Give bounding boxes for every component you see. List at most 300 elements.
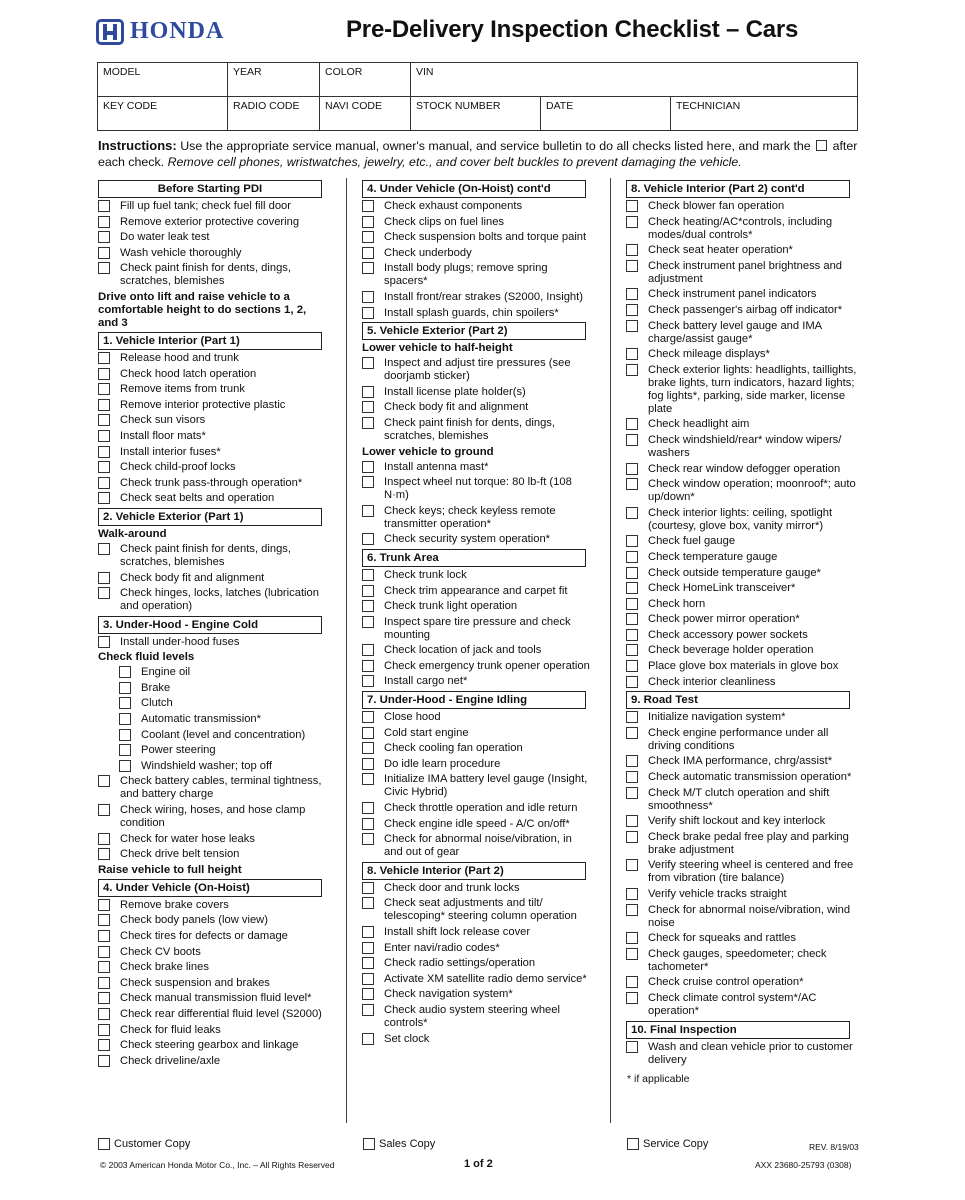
checkbox[interactable] (98, 231, 110, 243)
checkbox[interactable] (362, 476, 374, 488)
checkbox[interactable] (98, 352, 110, 364)
checkbox[interactable] (626, 676, 638, 688)
checkbox[interactable] (98, 946, 110, 958)
checkbox[interactable] (626, 932, 638, 944)
checklist-item[interactable] (97, 775, 329, 801)
checkbox[interactable] (119, 760, 131, 772)
checkbox[interactable] (362, 569, 374, 581)
checklist-item[interactable] (361, 569, 593, 582)
checklist-item[interactable] (625, 1041, 857, 1067)
checkbox[interactable] (362, 247, 374, 259)
checklist-item-label: Check paint finish for dents, dings, scratches, blemishes (384, 416, 556, 442)
checklist-item[interactable] (361, 200, 593, 213)
checklist-item[interactable] (361, 262, 593, 288)
checkbox[interactable] (626, 629, 638, 641)
checklist-item[interactable] (97, 1055, 329, 1068)
checklist-item[interactable] (361, 616, 593, 642)
checklist-item-label: Install interior fuses* (120, 445, 221, 458)
checklist-item-label: Coolant (level and concentration) (141, 728, 306, 741)
checklist-item-label: Check clips on fuel lines (384, 215, 505, 228)
checklist-item[interactable] (625, 216, 857, 242)
checkbox[interactable] (98, 247, 110, 259)
checklist-item[interactable] (361, 505, 593, 531)
checkbox[interactable] (626, 260, 638, 272)
checkbox[interactable] (362, 262, 374, 274)
field-year[interactable]: YEAR (228, 63, 320, 97)
checklist-item-label: Check battery cables, terminal tightness, and battery charge (120, 775, 322, 801)
checklist-item-label: Place glove box materials in glove box (648, 660, 839, 673)
checkbox[interactable] (362, 742, 374, 754)
checklist-item[interactable] (361, 833, 593, 859)
checklist-item-label: Check seat belts and operation (120, 492, 275, 505)
checklist-item[interactable] (625, 932, 857, 945)
section-heading: 2. Vehicle Exterior (Part 1) (98, 508, 322, 526)
checklist-item-label: Install license plate holder(s) (384, 385, 526, 398)
checklist-item[interactable] (97, 200, 329, 213)
checkbox[interactable] (98, 899, 110, 911)
checkbox[interactable] (626, 771, 638, 783)
checkbox[interactable] (626, 888, 638, 900)
checklist-item[interactable] (361, 401, 593, 414)
checklist-item[interactable] (97, 930, 329, 943)
checkbox[interactable] (626, 507, 638, 519)
checklist-item[interactable] (625, 644, 857, 657)
checklist-item[interactable] (625, 260, 857, 286)
checkbox[interactable] (362, 1033, 374, 1045)
checklist-item-label: Check for fluid leaks (120, 1023, 221, 1036)
checkbox[interactable] (362, 1004, 374, 1016)
checkbox[interactable] (362, 942, 374, 954)
checkbox[interactable] (98, 636, 110, 648)
checkbox[interactable] (362, 727, 374, 739)
checklist-item[interactable] (625, 463, 857, 476)
checkbox[interactable] (362, 818, 374, 830)
checkbox[interactable] (98, 848, 110, 860)
checklist-item[interactable] (97, 848, 329, 861)
copy-option[interactable] (97, 1138, 190, 1150)
checkbox[interactable] (362, 600, 374, 612)
checkbox[interactable] (98, 461, 110, 473)
checkbox[interactable] (626, 304, 638, 316)
checklist-item-label: Check trunk pass-through operation* (120, 476, 303, 489)
checkbox[interactable] (626, 418, 638, 430)
checklist-item-label: Check suspension bolts and torque paint (384, 231, 587, 244)
checklist-item[interactable] (97, 430, 329, 443)
checklist-item[interactable] (361, 476, 593, 502)
checkbox[interactable] (626, 535, 638, 547)
checkbox[interactable] (362, 357, 374, 369)
checklist-item-label: Check temperature gauge (648, 550, 778, 563)
checkbox[interactable] (362, 307, 374, 319)
checklist-item[interactable] (625, 660, 857, 673)
checkbox[interactable] (98, 368, 110, 380)
checklist-item[interactable] (97, 1024, 329, 1037)
checkbox[interactable] (98, 1055, 110, 1067)
checklist-item[interactable] (625, 200, 857, 213)
field-radio-code[interactable]: RADIO CODE (228, 97, 320, 131)
checkbox[interactable] (362, 926, 374, 938)
checklist-item-label: Install shift lock release cover (384, 926, 531, 938)
checklist-item[interactable] (97, 587, 329, 613)
checkbox[interactable] (626, 288, 638, 300)
instructions-text-3: Remove cell phones, wristwatches, jewelry, etc., and cover belt buckles to prevent damaging the vehicle. (167, 155, 742, 169)
copy-label: Service Copy (643, 1138, 709, 1150)
checkbox[interactable] (98, 961, 110, 973)
checkbox[interactable] (362, 644, 374, 656)
checkbox[interactable] (98, 914, 110, 926)
checklist-item[interactable] (625, 771, 857, 784)
checklist-item[interactable] (625, 948, 857, 974)
checklist-item[interactable] (361, 926, 593, 939)
checkbox[interactable] (362, 585, 374, 597)
checkbox[interactable] (98, 492, 110, 504)
checkbox[interactable] (98, 775, 110, 787)
checklist-item-label: Check paint finish for dents, dings, scratches, blemishes (120, 542, 292, 568)
checklist-item[interactable] (625, 348, 857, 361)
checklist-item[interactable] (361, 533, 593, 546)
checkbox[interactable] (362, 882, 374, 894)
checklist-item[interactable] (625, 815, 857, 828)
checklist-item[interactable] (625, 598, 857, 611)
checklist-item[interactable] (625, 434, 857, 460)
checkbox[interactable] (362, 897, 374, 909)
checklist-item[interactable] (361, 802, 593, 815)
checkbox[interactable] (626, 200, 638, 212)
checklist-item[interactable] (97, 446, 329, 459)
checklist-item[interactable] (625, 304, 857, 317)
checkbox[interactable] (626, 755, 638, 767)
checkbox[interactable] (626, 216, 638, 228)
checklist-item[interactable] (625, 288, 857, 301)
checklist-item[interactable] (625, 582, 857, 595)
field-vin[interactable]: VIN (411, 63, 858, 97)
checklist-item[interactable] (625, 320, 857, 346)
checkbox[interactable] (626, 815, 638, 827)
checklist-item[interactable] (118, 760, 329, 773)
checkbox[interactable] (98, 930, 110, 942)
section-heading: 9. Road Test (626, 691, 850, 709)
checklist-item[interactable] (625, 567, 857, 580)
checklist-item-label: Verify steering wheel is centered and free from vibration (tire balance) (648, 859, 854, 885)
checklist-item[interactable] (97, 833, 329, 846)
checkbox[interactable] (362, 802, 374, 814)
checkbox[interactable] (626, 904, 638, 916)
section-heading: 8. Vehicle Interior (Part 2) (362, 862, 586, 880)
checkbox[interactable] (98, 833, 110, 845)
checkbox[interactable] (98, 572, 110, 584)
checklist-item[interactable] (361, 600, 593, 613)
checklist-item[interactable] (118, 744, 329, 757)
checklist-item[interactable] (625, 507, 857, 533)
checklist-item[interactable] (625, 787, 857, 813)
checklist-item[interactable] (97, 961, 329, 974)
checkbox[interactable] (362, 417, 374, 429)
checkbox[interactable] (626, 831, 638, 843)
checkbox[interactable] (362, 711, 374, 723)
checkbox[interactable] (98, 477, 110, 489)
checklist-item[interactable] (625, 888, 857, 901)
checklist-item[interactable] (118, 682, 329, 695)
checklist-item[interactable] (625, 859, 857, 885)
checkbox[interactable] (119, 666, 131, 678)
checkbox[interactable] (362, 216, 374, 228)
checkbox[interactable] (98, 446, 110, 458)
field-stock-number[interactable]: STOCK NUMBER (411, 97, 541, 131)
checklist-item-label: Check security system operation* (384, 533, 551, 546)
checklist-item[interactable] (97, 216, 329, 229)
checklist-item[interactable] (625, 831, 857, 857)
checklist-item[interactable] (625, 992, 857, 1018)
checklist-item[interactable] (361, 897, 593, 923)
checkbox[interactable] (119, 682, 131, 694)
checkbox[interactable] (98, 430, 110, 442)
checklist-item-label: Check suspension and brakes (120, 976, 270, 989)
checklist-item[interactable] (97, 231, 329, 244)
checklist-item[interactable] (118, 697, 329, 710)
checkbox[interactable] (362, 660, 374, 672)
checkbox[interactable] (626, 348, 638, 360)
checkbox[interactable] (98, 414, 110, 426)
checklist-item[interactable] (361, 461, 593, 474)
checkbox[interactable] (626, 598, 638, 610)
page-footer (0, 1136, 965, 1176)
checklist-item[interactable] (97, 262, 329, 288)
checkbox[interactable] (119, 729, 131, 741)
checklist-item[interactable] (97, 804, 329, 830)
checkbox[interactable] (626, 244, 638, 256)
checkbox[interactable] (98, 1024, 110, 1036)
checkbox[interactable] (98, 587, 110, 599)
checklist-item[interactable] (361, 742, 593, 755)
checklist-item-label: Check exhaust components (384, 200, 523, 212)
checkbox[interactable] (98, 1138, 110, 1150)
checkbox[interactable] (362, 758, 374, 770)
checklist-item[interactable] (625, 629, 857, 642)
checklist-item[interactable] (361, 727, 593, 740)
checkbox[interactable] (362, 461, 374, 473)
checklist-item[interactable] (97, 247, 329, 260)
checklist-item[interactable] (361, 758, 593, 771)
checkbox[interactable] (362, 773, 374, 785)
checklist-item[interactable] (361, 675, 593, 688)
checkbox[interactable] (362, 401, 374, 413)
checkbox[interactable] (362, 973, 374, 985)
checklist-item-label: Check body fit and alignment (120, 571, 265, 584)
checklist-item[interactable] (361, 417, 593, 443)
footnote: * if applicable (627, 1072, 690, 1085)
section-heading: 4. Under Vehicle (On-Hoist) cont'd (362, 180, 586, 198)
checklist-item[interactable] (97, 914, 329, 927)
checklist-column-2 (361, 179, 593, 1048)
checklist-item[interactable] (361, 711, 593, 724)
checklist-item[interactable] (361, 247, 593, 260)
checklist-item[interactable] (97, 992, 329, 1005)
checkbox[interactable] (98, 992, 110, 1004)
instructions-text-1: Use the appropriate service manual, owner's manual, and service bulletin to do all checks listed here, and mark the (180, 139, 811, 153)
checklist-item-label: Check brake pedal free play and parking brake adjustment (648, 830, 849, 856)
checklist-item-label: Check manual transmission fluid level* (120, 992, 312, 1005)
checklist-item[interactable] (97, 977, 329, 990)
checklist-item[interactable] (97, 492, 329, 505)
checkbox[interactable] (362, 957, 374, 969)
checklist-item-label: Install body plugs; remove spring spacers* (384, 262, 548, 288)
checklist-item[interactable] (97, 352, 329, 365)
checkbox[interactable] (362, 291, 374, 303)
checklist-item[interactable] (361, 973, 593, 986)
checklist-item[interactable] (361, 291, 593, 304)
checklist-item[interactable] (97, 1039, 329, 1052)
checklist-item[interactable] (361, 585, 593, 598)
checkbox[interactable] (119, 713, 131, 725)
checkbox[interactable] (626, 582, 638, 594)
checkbox[interactable] (626, 567, 638, 579)
copy-option[interactable] (626, 1138, 708, 1150)
field-color[interactable]: COLOR (320, 63, 411, 97)
checklist-item[interactable] (97, 368, 329, 381)
section-heading: 5. Vehicle Exterior (Part 2) (362, 322, 586, 340)
checklist-item[interactable] (97, 477, 329, 490)
checklist-item-label: Brake (141, 681, 171, 694)
checklist-item[interactable] (361, 988, 593, 1001)
checkbox[interactable] (627, 1138, 639, 1150)
checkbox[interactable] (98, 262, 110, 274)
checkbox[interactable] (626, 434, 638, 446)
checkbox[interactable] (362, 675, 374, 687)
section-subheading: Lower vehicle to ground (362, 445, 494, 458)
checkbox[interactable] (626, 551, 638, 563)
checklist-item[interactable] (97, 461, 329, 474)
checkbox[interactable] (626, 859, 638, 871)
checklist-item[interactable] (361, 307, 593, 320)
checkbox[interactable] (626, 976, 638, 988)
checklist-item[interactable] (625, 478, 857, 504)
checklist-item-label: Check body fit and alignment (384, 401, 529, 414)
checklist-item[interactable] (97, 543, 329, 569)
checklist-item[interactable] (97, 636, 329, 649)
field-model[interactable]: MODEL (98, 63, 228, 97)
checklist-item[interactable] (97, 399, 329, 412)
checkbox[interactable] (98, 1039, 110, 1051)
field-technician[interactable]: TECHNICIAN (671, 97, 858, 131)
checklist-item[interactable] (361, 644, 593, 657)
checkbox[interactable] (626, 478, 638, 490)
checkbox[interactable] (362, 505, 374, 517)
checkbox[interactable] (626, 660, 638, 672)
checklist-item[interactable] (361, 882, 593, 895)
field-date[interactable]: DATE (541, 97, 671, 131)
checkbox[interactable] (363, 1138, 375, 1150)
checkbox[interactable] (626, 644, 638, 656)
checklist-item[interactable] (361, 231, 593, 244)
checkbox[interactable] (362, 533, 374, 545)
checklist-item[interactable] (361, 660, 593, 673)
checklist-item[interactable] (361, 1033, 593, 1046)
checklist-item[interactable] (361, 357, 593, 383)
checklist-item[interactable] (97, 572, 329, 585)
checklist-item[interactable] (625, 244, 857, 257)
checklist-item[interactable] (97, 383, 329, 396)
checklist-item-label: Power steering (141, 744, 216, 757)
checklist-item-label: Install cargo net* (384, 675, 468, 688)
checklist-item[interactable] (625, 613, 857, 626)
checkbox[interactable] (362, 231, 374, 243)
checklist-item[interactable] (625, 418, 857, 431)
checklist-item[interactable] (625, 727, 857, 753)
checklist-item[interactable] (118, 666, 329, 679)
checklist-item[interactable] (97, 946, 329, 959)
checklist-item[interactable] (361, 386, 593, 399)
checklist-item-label: Check M/T clutch operation and shift smoothness* (648, 786, 830, 812)
checkbox[interactable] (626, 320, 638, 332)
checkbox[interactable] (98, 543, 110, 555)
checklist-item[interactable] (97, 1008, 329, 1021)
checkbox[interactable] (626, 463, 638, 475)
copy-option[interactable] (362, 1138, 435, 1150)
checklist-item[interactable] (97, 414, 329, 427)
checklist-item-label: Check engine idle speed - A/C on/off* (384, 817, 570, 830)
checkbox[interactable] (362, 200, 374, 212)
checklist-item[interactable] (625, 551, 857, 564)
field-key-code[interactable]: KEY CODE (98, 97, 228, 131)
checklist-item[interactable] (625, 755, 857, 768)
checklist-item-label: Check hinges, locks, latches (lubrication and operation) (120, 587, 319, 613)
checklist-item[interactable] (625, 976, 857, 989)
checklist-item[interactable] (97, 899, 329, 912)
checklist-item[interactable] (625, 676, 857, 689)
checklist-item[interactable] (361, 773, 593, 799)
checklist-item[interactable] (118, 713, 329, 726)
checklist-item-label: Check trim appearance and carpet fit (384, 584, 568, 597)
checkbox[interactable] (626, 1041, 638, 1053)
checkbox[interactable] (626, 711, 638, 723)
checklist-item-label: Check hood latch operation (120, 367, 257, 380)
checkbox[interactable] (626, 364, 638, 376)
checkbox[interactable] (119, 744, 131, 756)
checkbox[interactable] (98, 216, 110, 228)
checkbox[interactable] (626, 613, 638, 625)
checkbox[interactable] (98, 200, 110, 212)
checkbox[interactable] (626, 992, 638, 1004)
checkbox[interactable] (98, 383, 110, 395)
field-navi-code[interactable]: NAVI CODE (320, 97, 411, 131)
checkbox[interactable] (362, 988, 374, 1000)
checkbox[interactable] (98, 399, 110, 411)
checklist-item[interactable] (361, 216, 593, 229)
checkbox[interactable] (626, 787, 638, 799)
checklist-item[interactable] (361, 957, 593, 970)
checkbox[interactable] (98, 977, 110, 989)
checklist-item-label: Check CV boots (120, 945, 201, 958)
checkbox[interactable] (362, 616, 374, 628)
checklist-item-label: Check battery level gauge and IMA charge/assist gauge* (648, 319, 822, 345)
checkbox[interactable] (98, 1008, 110, 1020)
checklist-item[interactable] (625, 535, 857, 548)
checklist-item[interactable] (361, 942, 593, 955)
checklist-item[interactable] (361, 1004, 593, 1030)
checklist-item[interactable] (118, 729, 329, 742)
checkbox[interactable] (119, 697, 131, 709)
checkbox[interactable] (362, 386, 374, 398)
checklist-item[interactable] (625, 711, 857, 724)
checklist-item[interactable] (361, 818, 593, 831)
checklist-item[interactable] (625, 364, 857, 416)
checkbox[interactable] (626, 727, 638, 739)
checkbox[interactable] (98, 804, 110, 816)
checkbox[interactable] (626, 948, 638, 960)
checkbox[interactable] (362, 833, 374, 845)
checklist-item-label: Check interior lights: ceiling, spotlight (courtesy, glove box, vanity mirror*) (648, 506, 833, 532)
checklist-item[interactable] (625, 904, 857, 930)
